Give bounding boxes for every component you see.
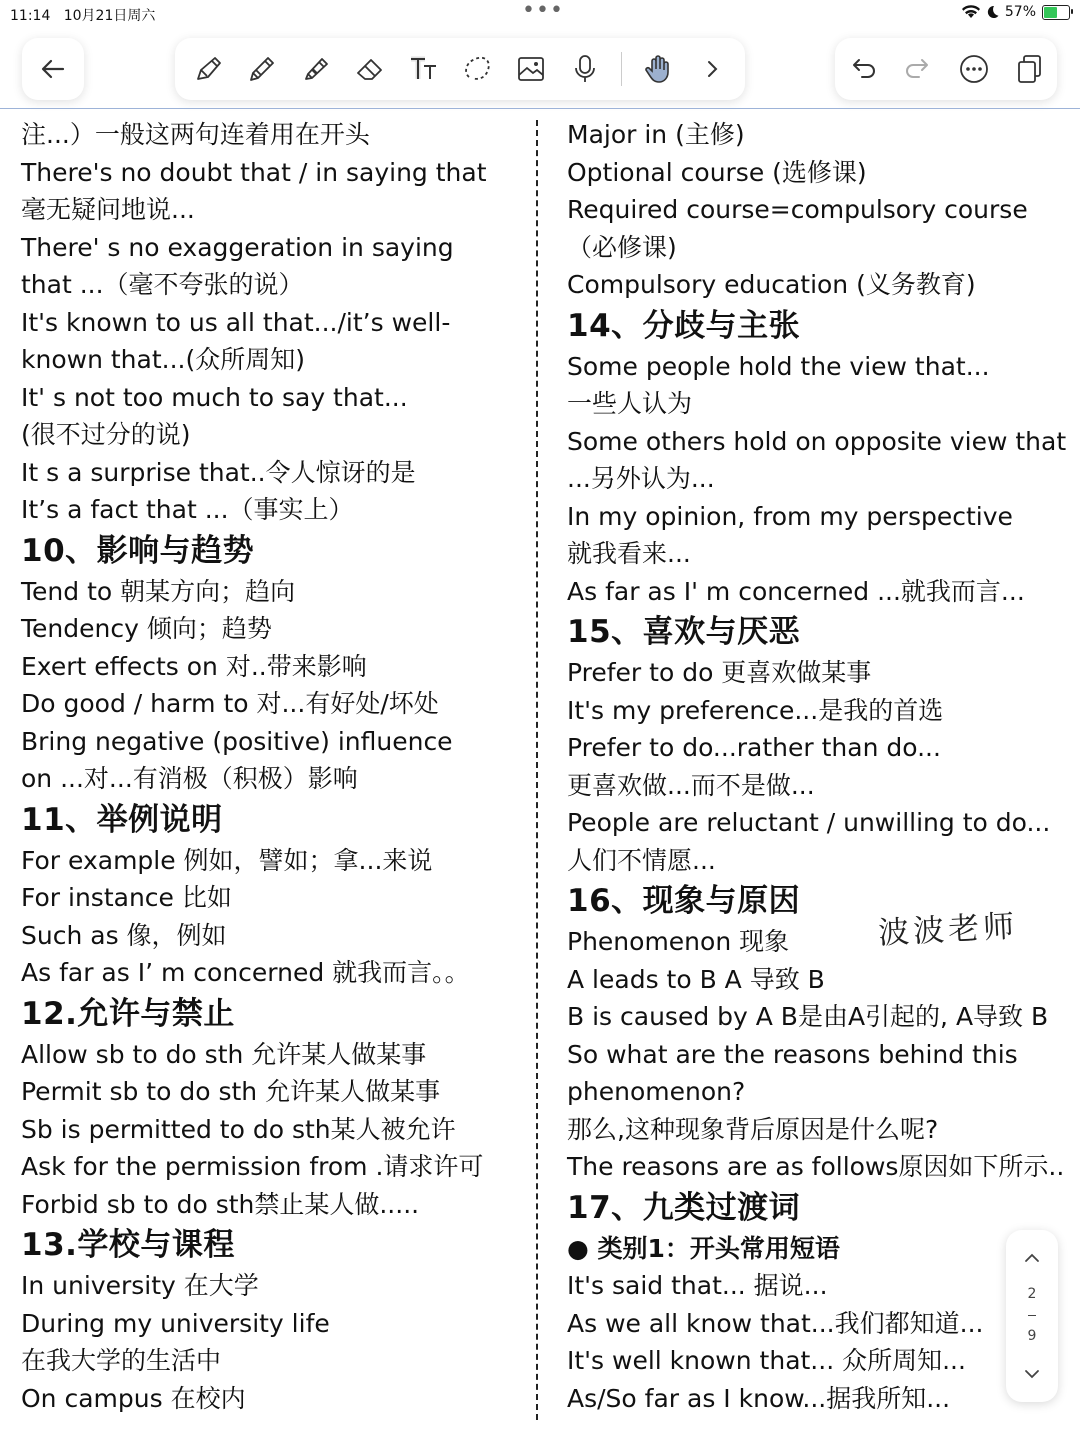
note-line: People are reluctant / unwilling to do... [567, 808, 1051, 837]
chevron-right-icon [696, 53, 728, 85]
note-line: Exert effects on 对..带来影响 [21, 651, 367, 681]
note-line: phenomenon? [567, 1077, 746, 1106]
note-line: As far as I’ m concerned 就我而言。。 [21, 958, 470, 987]
note-line: As far as I' m concerned ...就我而言... [567, 576, 1025, 606]
eraser-icon [354, 53, 386, 85]
note-line: In my opinion, from my perspective [567, 501, 1013, 531]
note-line: As/So far as I know...据我所知... [567, 1383, 951, 1413]
section-heading: 10、影响与趋势 [21, 532, 255, 569]
note-line: There' s no exaggeration in saying [21, 232, 454, 262]
note-line: It's said that... 据说... [567, 1271, 828, 1300]
page-navigator [1006, 1230, 1058, 1402]
redo-icon [902, 53, 934, 85]
microphone-icon [569, 53, 601, 85]
note-line: Prefer to do 更喜欢做某事 [567, 658, 872, 687]
highlighter-icon [300, 53, 332, 85]
note-line: A leads to B A 导致 B [567, 964, 825, 994]
note-line: 毫无疑问地说... [21, 195, 195, 224]
status-bar [0, 0, 1080, 28]
note-line: 就我看来... [567, 539, 691, 568]
lasso-icon [461, 53, 493, 85]
toolbar-separator [621, 52, 622, 86]
note-line: It' s not too much to say that... [21, 382, 408, 412]
note-line: Allow sb to do sth 允许某人做某事 [21, 1039, 427, 1069]
note-line: Some others hold on opposite view that [567, 426, 1067, 456]
section-heading: 12.允许与禁止 [21, 995, 235, 1032]
pages-button[interactable] [1011, 51, 1047, 87]
note-line: 一些人认为 [567, 389, 693, 418]
text-tool-icon [408, 53, 440, 85]
note-line: ...另外认为... [567, 464, 715, 493]
more-icon [958, 53, 990, 85]
note-line: It's known to us all that.../it’s well- [21, 307, 451, 337]
touch-hand-icon [642, 53, 674, 85]
multitasking-dots-icon[interactable]: ••• [522, 0, 564, 23]
lasso-tool-button[interactable] [459, 51, 495, 87]
back-arrow-icon [39, 55, 67, 83]
note-line: （必修课) [567, 232, 677, 262]
section-heading: 15、喜欢与厌恶 [567, 614, 801, 650]
text-tool-button[interactable] [406, 51, 442, 87]
column-divider [536, 120, 538, 1420]
battery-percent: 57% [1004, 4, 1036, 20]
note-line: 注...）一般这两句连着用在开头 [21, 120, 370, 149]
note-line: In university 在大学 [21, 1271, 259, 1300]
chevron-down-icon [1022, 1364, 1042, 1384]
pencil-icon [246, 53, 278, 85]
note-line: It's well known that... 众所周知... [567, 1346, 966, 1375]
previous-page-button[interactable] [1006, 1240, 1058, 1276]
note-line: Compulsory education (义务教育) [567, 270, 976, 299]
note-line: 那么,这种现象背后原因是什么呢? [567, 1114, 939, 1144]
note-line: The reasons are as follows原因如下所示.. [567, 1152, 1065, 1181]
chevron-up-icon [1022, 1248, 1042, 1268]
note-line: It’s a fact that ...（事实上） [21, 495, 354, 524]
note-line: Forbid sb to do sth禁止某人做..... [21, 1189, 420, 1219]
note-line: For instance 比如 [21, 883, 232, 912]
highlighter-tool-button[interactable] [298, 51, 334, 87]
note-line: Required course=compulsory course [567, 195, 1028, 224]
note-line: (很不过分的说) [21, 420, 191, 449]
note-line: Tend to 朝某方向；趋向 [21, 576, 296, 606]
current-page-number: 2 [1027, 1286, 1037, 1302]
note-line: Phenomenon 现象 [567, 927, 790, 956]
page-separator [1028, 1315, 1036, 1316]
note-line: Ask for the permission from .请求许可 [21, 1152, 484, 1181]
status-time: 11:14 10月21日周六 [10, 8, 156, 24]
section-heading: 17、九类过渡词 [567, 1189, 801, 1226]
section-heading: 16、现象与原因 [567, 883, 801, 919]
note-line: It s a surprise that..令人惊讶的是 [21, 457, 416, 487]
eraser-tool-button[interactable] [352, 51, 388, 87]
note-line: on ...对...有消极（积极）影响 [21, 764, 358, 793]
note-line: 人们不情愿... [567, 845, 716, 875]
status-right [962, 4, 1070, 20]
note-line: that ...（毫不夸张的说） [21, 270, 304, 299]
redo-button[interactable] [900, 51, 936, 87]
undo-icon [847, 53, 879, 85]
note-line: Tendency 倾向；趋势 [21, 614, 272, 643]
battery-icon [1042, 5, 1070, 20]
image-icon [515, 53, 547, 85]
status-date: 10月21日周六 [63, 8, 156, 24]
section-heading: 13.学校与课程 [21, 1227, 235, 1263]
note-line: 更喜欢做...而不是做... [567, 770, 815, 800]
note-line: On campus 在校内 [21, 1383, 246, 1413]
image-tool-button[interactable] [513, 51, 549, 87]
note-line: Prefer to do...rather than do... [567, 733, 941, 762]
drawing-toolbar [175, 38, 745, 100]
subsection-bullet: ● 类别1：开头常用短语 [567, 1233, 840, 1263]
notes-right-column [567, 116, 1072, 1417]
more-options-button[interactable] [956, 51, 992, 87]
note-line: B is caused by A B是由A引起的, A导致 B [567, 1002, 1049, 1031]
note-line: So what are the reasons behind this [567, 1039, 1018, 1069]
pen-icon [192, 53, 224, 85]
back-button[interactable] [22, 38, 84, 100]
toolbar-divider [0, 108, 1080, 109]
note-line: Major in (主修) [567, 120, 745, 149]
touch-mode-button[interactable] [640, 51, 676, 87]
note-line: Permit sb to do sth 允许某人做某事 [21, 1077, 441, 1106]
note-line: Some people hold the view that... [567, 351, 990, 381]
pages-icon [1013, 53, 1045, 85]
note-line: Such as 像，例如 [21, 920, 227, 950]
note-line: Optional course (选修课) [567, 157, 867, 187]
note-line: There's no doubt that / in saying that [21, 157, 487, 187]
section-heading: 14、分歧与主张 [567, 307, 801, 344]
notes-left-column [21, 116, 526, 1417]
note-line: It's my preference...是我的首选 [567, 695, 944, 725]
note-line: During my university life [21, 1308, 330, 1338]
note-line: As we all know that...我们都知道... [567, 1308, 984, 1338]
handwritten-signature: 波波老师 [877, 908, 1020, 952]
note-line: 在我大学的生活中 [21, 1346, 222, 1375]
record-audio-button[interactable] [567, 51, 603, 87]
pencil-tool-button[interactable] [244, 51, 280, 87]
pen-tool-button[interactable] [190, 51, 226, 87]
section-heading: 11、举例说明 [21, 801, 223, 838]
total-pages-number: 9 [1027, 1328, 1037, 1344]
note-line: For example 例如，譬如；拿...来说 [21, 845, 433, 875]
wifi-icon [962, 5, 980, 19]
note-line: Bring negative (positive) influence [21, 726, 453, 756]
note-line: Sb is permitted to do sth某人被允许 [21, 1114, 456, 1144]
actions-toolbar [835, 38, 1057, 100]
note-line: Do good / harm to 对...有好处/坏处 [21, 689, 439, 718]
undo-button[interactable] [845, 51, 881, 87]
note-line: known that...(众所周知) [21, 345, 305, 374]
next-page-button[interactable] [1006, 1356, 1058, 1392]
more-tools-button[interactable] [694, 51, 730, 87]
moon-icon [986, 5, 999, 19]
